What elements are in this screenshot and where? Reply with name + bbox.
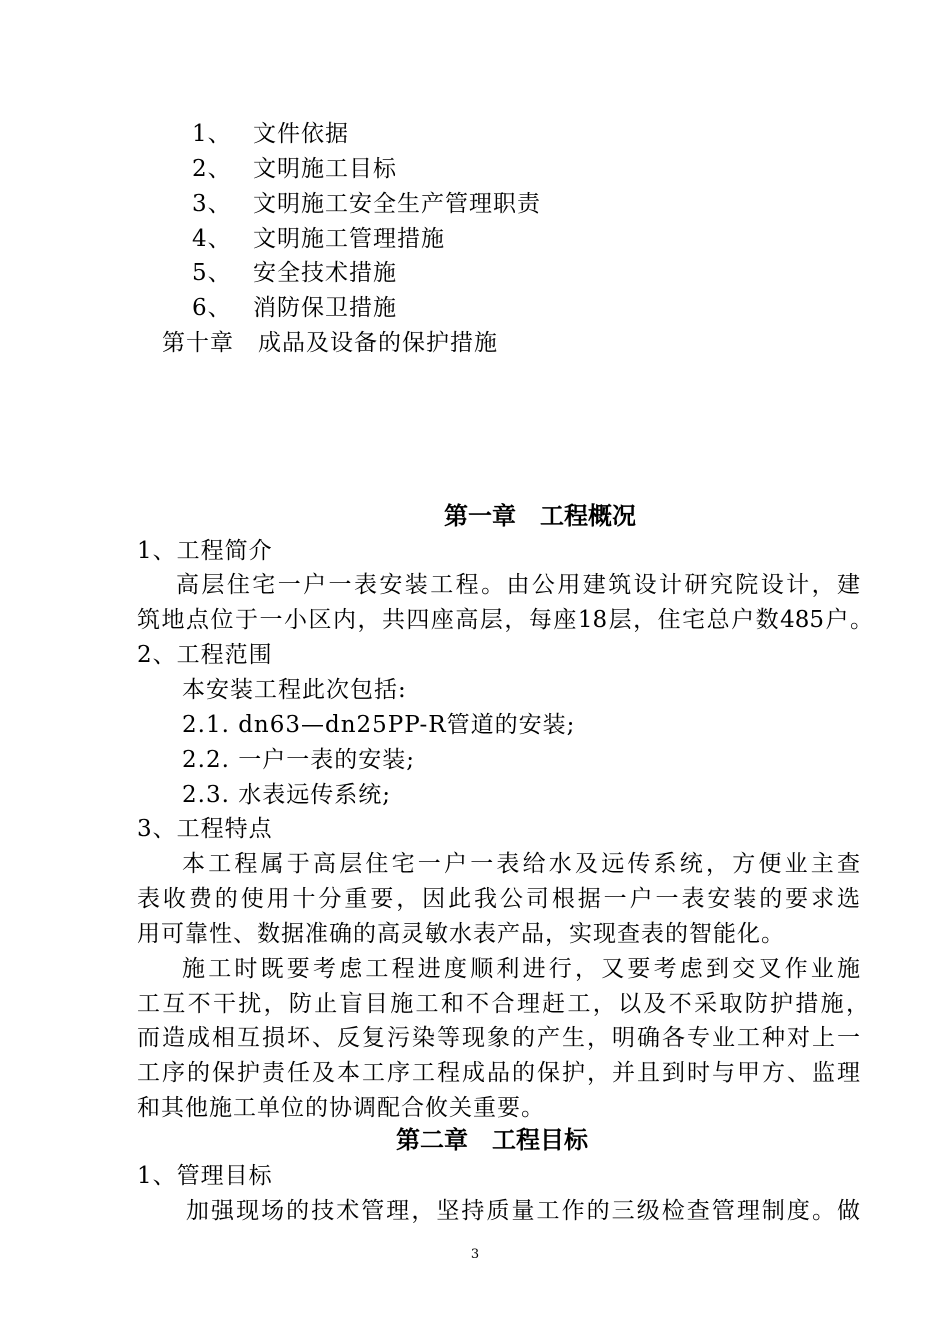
section-title: 3、工程特点 (137, 816, 273, 842)
toc-number: 2、 (192, 156, 232, 182)
section-title: 1、管理目标 (137, 1163, 273, 1189)
toc-text: 消防保卫措施 (253, 295, 397, 321)
paragraph-line: 工序的保护责任及本工序工程成品的保护，并且到时与甲方、监理 (137, 1060, 860, 1086)
page-number: 3 (470, 1247, 480, 1262)
paragraph-line: 表收费的使用十分重要，因此我公司根据一户一表安装的要求选 (137, 886, 860, 912)
paragraph-line: 本工程属于高层住宅一户一表给水及远传系统，方便业主查 (182, 851, 860, 877)
toc-number: 4、 (192, 226, 232, 252)
chapter-1-heading: 第一章 工程概况 (444, 502, 636, 530)
paragraph-line: 而造成相互损坏、反复污染等现象的产生，明确各专业工种对上一 (137, 1025, 860, 1051)
section-title: 2、工程范围 (137, 642, 273, 668)
paragraph-line: 用可靠性、数据准确的高灵敏水表产品，实现查表的智能化。 (137, 921, 785, 947)
toc-number: 3、 (192, 191, 232, 217)
toc-number: 5、 (192, 260, 232, 286)
list-item: 2.3. 水表远传系统; (182, 782, 391, 808)
paragraph-line: 施工时既要考虑工程进度顺利进行，又要考虑到交叉作业施 (182, 956, 860, 982)
paragraph-line: 高层住宅一户一表安装工程。由公用建筑设计研究院设计，建 (176, 572, 860, 598)
chapter-2-heading: 第二章 工程目标 (396, 1126, 588, 1154)
toc-chapter-10: 第十章 成品及设备的保护措施 (162, 330, 498, 356)
paragraph-line: 筑地点位于一小区内，共四座高层，每座18层，住宅总户数485户。 (137, 607, 873, 633)
toc-number: 6、 (192, 295, 232, 321)
list-item: 2.2. 一户一表的安装; (182, 747, 415, 773)
toc-number: 1、 (192, 121, 232, 147)
list-item: 2.1. dn63—dn25PP-R管道的安装; (182, 712, 576, 738)
section-title: 1、工程简介 (137, 538, 273, 564)
paragraph-line: 和其他施工单位的协调配合攸关重要。 (137, 1095, 545, 1121)
paragraph-line: 加强现场的技术管理，坚持质量工作的三级检查管理制度。做 (186, 1198, 860, 1224)
toc-text: 文明施工安全生产管理职责 (253, 191, 541, 217)
toc-text: 文件依据 (253, 121, 349, 147)
toc-text: 文明施工管理措施 (253, 226, 445, 252)
paragraph-line: 本安装工程此次包括: (182, 677, 407, 703)
paragraph-line: 工互不干扰，防止盲目施工和不合理赶工，以及不采取防护措施， (137, 991, 869, 1017)
toc-text: 文明施工目标 (253, 156, 397, 182)
toc-text: 安全技术措施 (253, 260, 397, 286)
